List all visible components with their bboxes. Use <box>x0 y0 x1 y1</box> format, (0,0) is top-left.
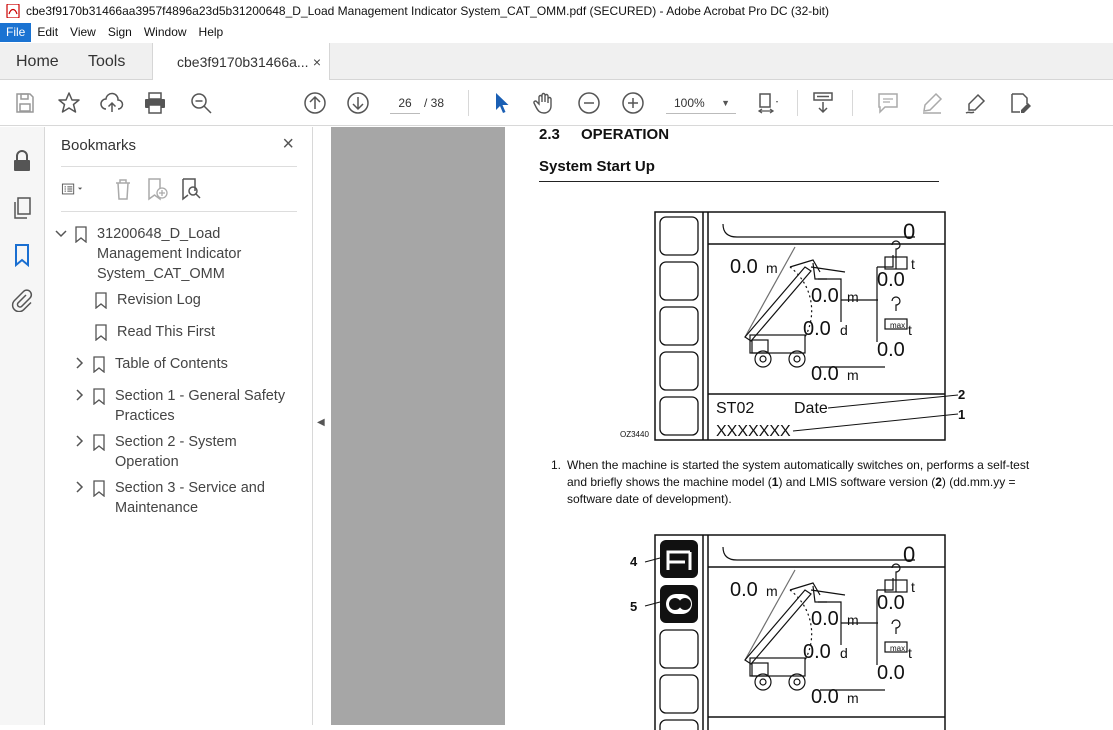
bookmarks-header: Bookmarks <box>61 137 137 154</box>
trash-icon[interactable] <box>111 177 135 201</box>
callout-5: 5 <box>630 599 638 614</box>
menu-window[interactable]: Window <box>143 25 187 39</box>
comment-icon[interactable] <box>876 91 900 115</box>
pages-icon[interactable] <box>10 196 34 220</box>
section-title: OPERATION <box>581 126 670 143</box>
toolbar-divider <box>852 90 853 116</box>
bookmark-ribbon-icon <box>75 226 87 243</box>
angle-value: 0.0 <box>803 641 831 663</box>
height-unit: m <box>847 367 859 383</box>
divider <box>61 166 297 167</box>
load-hook-icon <box>885 564 907 592</box>
radius-unit: m <box>847 612 859 628</box>
previous-page-icon[interactable] <box>303 91 327 115</box>
angle-value: 0.0 <box>803 318 831 340</box>
lmis-display-figure-startup <box>615 207 975 443</box>
chevron-right-icon[interactable] <box>73 387 89 426</box>
sign-icon[interactable] <box>964 91 988 115</box>
bookmark-label: Section 3 - Service and Maintenance <box>115 480 265 516</box>
chevron-down-icon: ▼ <box>721 98 730 108</box>
boom-length-unit: m <box>766 583 778 599</box>
boom-length-unit: m <box>766 260 778 276</box>
next-page-icon[interactable] <box>346 91 370 115</box>
bookmark-label: Table of Contents <box>115 356 228 372</box>
zoom-level-value: 100% <box>674 96 705 110</box>
page-number-input[interactable]: 26 <box>390 92 420 114</box>
hand-tool-icon[interactable] <box>532 91 556 115</box>
chevron-down-icon[interactable] <box>55 225 71 284</box>
menu-view[interactable]: View <box>70 25 96 39</box>
print-icon[interactable] <box>143 91 167 115</box>
radius-value: 0.0 <box>811 608 839 630</box>
divider <box>61 211 297 212</box>
height-value: 0.0 <box>811 686 839 708</box>
bookmark-item-section-1[interactable] <box>73 386 295 426</box>
tab-bar <box>0 43 1113 80</box>
bookmark-item-section-2[interactable] <box>73 432 255 472</box>
step-number: 1. <box>551 458 562 472</box>
menu-file[interactable]: File <box>0 23 31 42</box>
machine-model-text: ST02 <box>716 400 755 417</box>
window-title: cbe3f9170b31466aa3957f4896a23d5b31200648_D_Load Management Indicator System_CAT_OMM.pdf (SECURED) - Adobe Acrobat Pro DC (32-bit) <box>26 4 829 18</box>
chevron-left-icon[interactable]: ◀ <box>317 417 325 428</box>
bookmark-ribbon-icon <box>93 388 105 405</box>
edit-pdf-icon[interactable] <box>1008 91 1032 115</box>
callout-1: 1 <box>958 407 966 422</box>
add-bookmark-icon[interactable] <box>145 177 169 201</box>
step-ref-2: 2 <box>935 475 942 489</box>
bookmark-ribbon-icon <box>93 434 105 451</box>
load-unit: t <box>911 256 915 272</box>
bookmark-label: Section 2 - System Operation <box>115 434 237 470</box>
max-label: max <box>890 321 906 330</box>
page-total: / 38 <box>424 96 445 110</box>
height-unit: m <box>847 690 859 706</box>
find-bookmark-icon[interactable] <box>179 177 203 201</box>
display-top-value: 0 <box>903 542 916 567</box>
close-icon[interactable]: × <box>282 133 294 155</box>
left-rail <box>0 127 45 725</box>
load-unit: t <box>911 579 915 595</box>
bookmark-item-read-this-first[interactable] <box>91 322 215 342</box>
attachment-icon[interactable] <box>10 288 34 312</box>
radius-value: 0.0 <box>811 285 839 307</box>
display-side-buttons <box>660 540 698 730</box>
load-hook-icon <box>885 241 907 269</box>
bookmark-item-revision-log[interactable] <box>91 290 201 310</box>
bookmark-label: 31200648_D_Load Management Indicator System_CAT_OMM <box>97 226 242 282</box>
menu-help[interactable]: Help <box>198 25 224 39</box>
options-list-icon[interactable] <box>61 177 85 201</box>
step-text-part: ) and LMIS software version ( <box>778 475 936 489</box>
radius-unit: m <box>847 289 859 305</box>
bookmark-label: Read This First <box>117 324 216 340</box>
menu-bar <box>0 22 1113 43</box>
fit-page-icon[interactable] <box>756 91 780 115</box>
lock-icon[interactable] <box>10 149 34 173</box>
upload-cloud-icon[interactable] <box>100 91 124 115</box>
menu-sign[interactable]: Sign <box>107 25 132 39</box>
display-top-value: 0 <box>903 219 916 244</box>
toolbar-divider <box>797 90 798 116</box>
load-value: 0.0 <box>877 269 905 291</box>
max-load-value: 0.0 <box>877 662 905 684</box>
software-version-text: XXXXXXX <box>716 423 791 440</box>
bookmark-label: Section 1 - General Safety Practices <box>115 388 286 424</box>
zoom-level-select[interactable] <box>666 92 736 114</box>
bookmark-item-table-of-contents[interactable] <box>73 354 228 375</box>
tab-document[interactable] <box>152 43 330 81</box>
tab-close-icon[interactable]: × <box>312 54 321 70</box>
zoom-in-icon[interactable] <box>621 91 645 115</box>
max-label: max <box>890 644 906 653</box>
select-cursor-icon[interactable] <box>489 91 513 115</box>
angle-unit: d <box>840 645 848 661</box>
callout-2: 2 <box>958 387 966 402</box>
toolbar-divider <box>468 90 469 116</box>
step-text-part: When the machine is started the system automatically switches on, performs a self-test and briefly shows the machine model ( <box>567 458 1030 489</box>
step-text-part: ) (dd.mm.yy = software date of development). <box>567 475 1016 506</box>
callout-4: 4 <box>630 554 638 569</box>
step-text <box>567 457 1051 508</box>
height-value: 0.0 <box>811 363 839 385</box>
zoom-out-icon[interactable] <box>577 91 601 115</box>
tab-home[interactable]: Home <box>16 52 59 70</box>
max-load-value: 0.0 <box>877 339 905 361</box>
angle-unit: d <box>840 322 848 338</box>
chevron-right-icon[interactable] <box>73 433 89 472</box>
lmis-display-figure-operation <box>615 530 975 730</box>
heading-rule <box>539 181 939 182</box>
boom-length-value: 0.0 <box>730 256 758 278</box>
scroll-mode-icon[interactable] <box>811 91 835 115</box>
acrobat-icon <box>6 4 20 18</box>
step-ref-1: 1 <box>771 475 779 489</box>
bookmarks-panel <box>45 127 313 725</box>
max-load-unit: t <box>908 645 912 661</box>
star-icon[interactable] <box>57 91 81 115</box>
panel-collapse-handle[interactable] <box>313 127 331 725</box>
bookmark-icon[interactable] <box>10 243 34 267</box>
pdf-page <box>505 127 1113 725</box>
max-load-unit: t <box>908 322 912 338</box>
bookmark-item-section-3[interactable] <box>73 478 285 518</box>
save-icon[interactable] <box>13 91 37 115</box>
tab-tools[interactable]: Tools <box>88 52 126 70</box>
chevron-right-icon[interactable] <box>73 355 89 375</box>
boom-length-value: 0.0 <box>730 579 758 601</box>
toolbar <box>0 80 1113 126</box>
bookmark-ribbon-icon <box>93 356 105 373</box>
menu-edit[interactable]: Edit <box>37 25 59 39</box>
section-number: 2.3 <box>539 126 560 143</box>
zoom-search-icon[interactable] <box>189 91 213 115</box>
title-bar <box>0 0 1113 22</box>
bookmark-label: Revision Log <box>117 292 201 308</box>
display-side-buttons <box>660 217 698 435</box>
bookmark-item-root[interactable] <box>55 224 295 284</box>
bookmark-ribbon-icon <box>95 292 107 309</box>
bookmark-ribbon-icon <box>93 480 105 497</box>
tab-document-label: cbe3f9170b31466a... <box>177 54 309 70</box>
subsection-title: System Start Up <box>539 158 655 175</box>
software-date-text: Date <box>794 400 828 417</box>
load-value: 0.0 <box>877 592 905 614</box>
figure-code: OZ3440 <box>620 430 649 439</box>
bookmark-ribbon-icon <box>95 324 107 341</box>
highlight-pen-icon[interactable] <box>920 91 944 115</box>
chevron-right-icon[interactable] <box>73 479 89 518</box>
